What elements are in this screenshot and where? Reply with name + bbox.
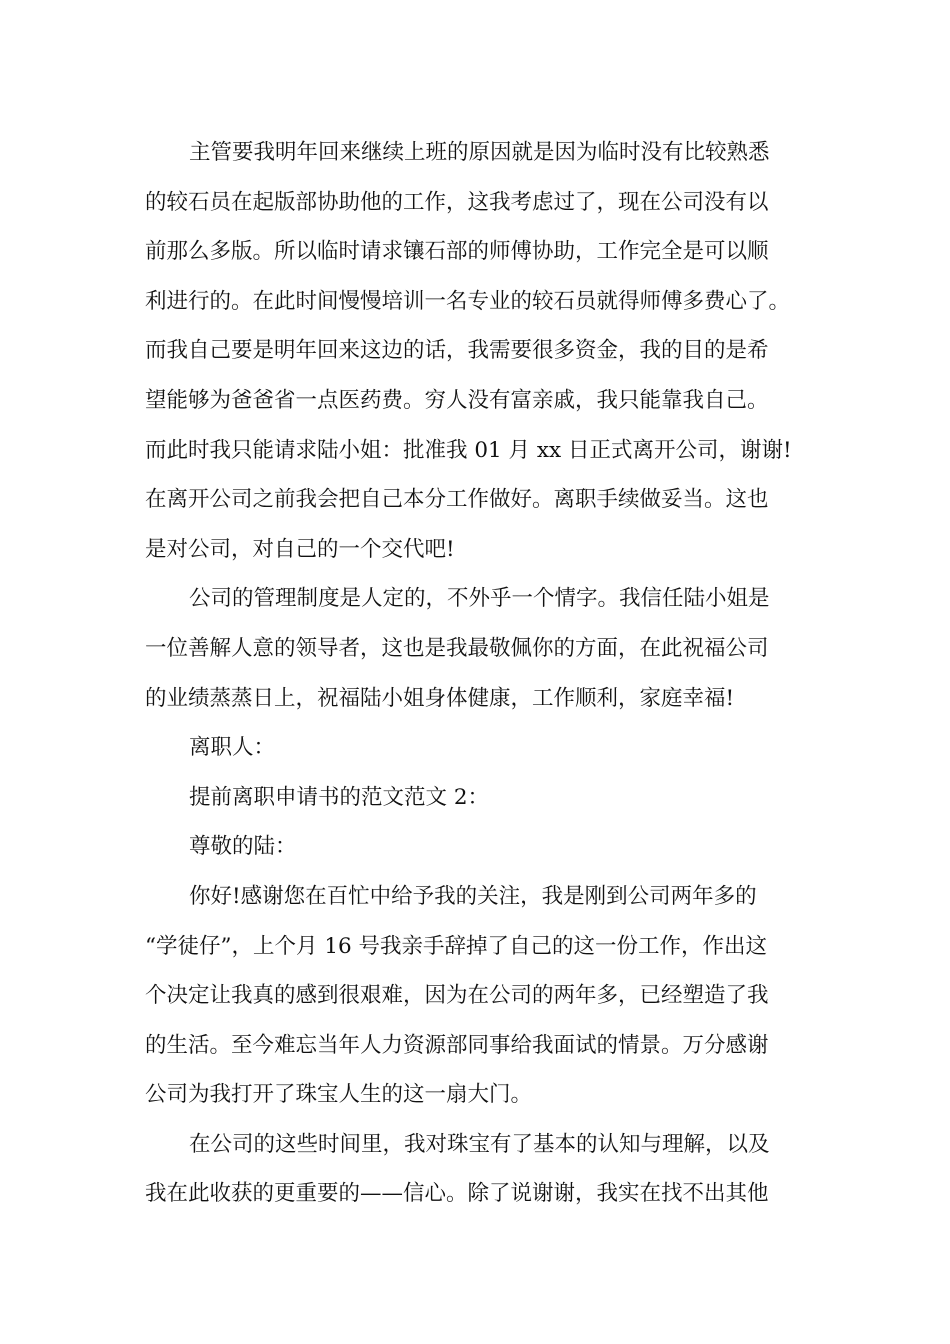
text-line: 的较石员在起版部协助他的工作，这我考虑过了，现在公司没有以 (145, 189, 769, 215)
text-line: 的业绩蒸蒸日上，祝福陆小姐身体健康，工作顺利，家庭幸福! (145, 685, 735, 711)
text-line: 是对公司，对自己的一个交代吧! (145, 536, 455, 562)
text-line: 主管要我明年回来继续上班的原因就是因为临时没有比较熟悉 (189, 140, 770, 165)
text-line: 一位善解人意的领导者，这也是我最敬佩你的方面，在此祝福公司 (145, 635, 769, 661)
document-body (145, 128, 810, 1219)
salutation: 尊敬的陆： (189, 834, 297, 860)
text-line: “学徒仔”，上个月 16 号我亲手辞掉了自己的这一份工作，作出这 (145, 933, 768, 959)
text-line: 公司的管理制度是人定的，不外乎一个情字。我信任陆小姐是 (189, 586, 770, 612)
text-line: 的生活。至今难忘当年人力资源部同事给我面试的情景。万分感谢 (145, 1032, 769, 1058)
text-line: 在公司的这些时间里，我对珠宝有了基本的认知与理解，以及 (189, 1131, 770, 1157)
text-line: 在离开公司之前我会把自己本分工作做好。离职手续做妥当。这也 (145, 487, 769, 513)
text-line: 利进行的。在此时间慢慢培训一名专业的较石员就得师傅多费心了。 (145, 288, 791, 314)
text-line: 望能够为爸爸省一点医药费。穷人没有富亲戚，我只能靠我自己。 (145, 387, 769, 413)
text-line: 而此时我只能请求陆小姐：批准我 01 月 xx 日正式离开公司，谢谢! (145, 437, 792, 463)
text-line: 前那么多版。所以临时请求镶石部的师傅协助，工作完全是可以顺 (145, 239, 769, 265)
text-line: 公司为我打开了珠宝人生的这一扇大门。 (145, 1082, 533, 1108)
signature-label: 离职人： (189, 735, 276, 761)
text-line: 我在此收获的更重要的——信心。除了说谢谢，我实在找不出其他 (145, 1181, 769, 1207)
section-heading: 提前离职申请书的范文范文 2： (189, 784, 490, 810)
text-line: 你好!感谢您在百忙中给予我的关注，我是刚到公司两年多的 (189, 883, 757, 909)
text-line: 而我自己要是明年回来这边的话，我需要很多资金，我的目的是希 (145, 338, 769, 364)
text-line: 个决定让我真的感到很艰难，因为在公司的两年多，已经塑造了我 (145, 983, 769, 1009)
